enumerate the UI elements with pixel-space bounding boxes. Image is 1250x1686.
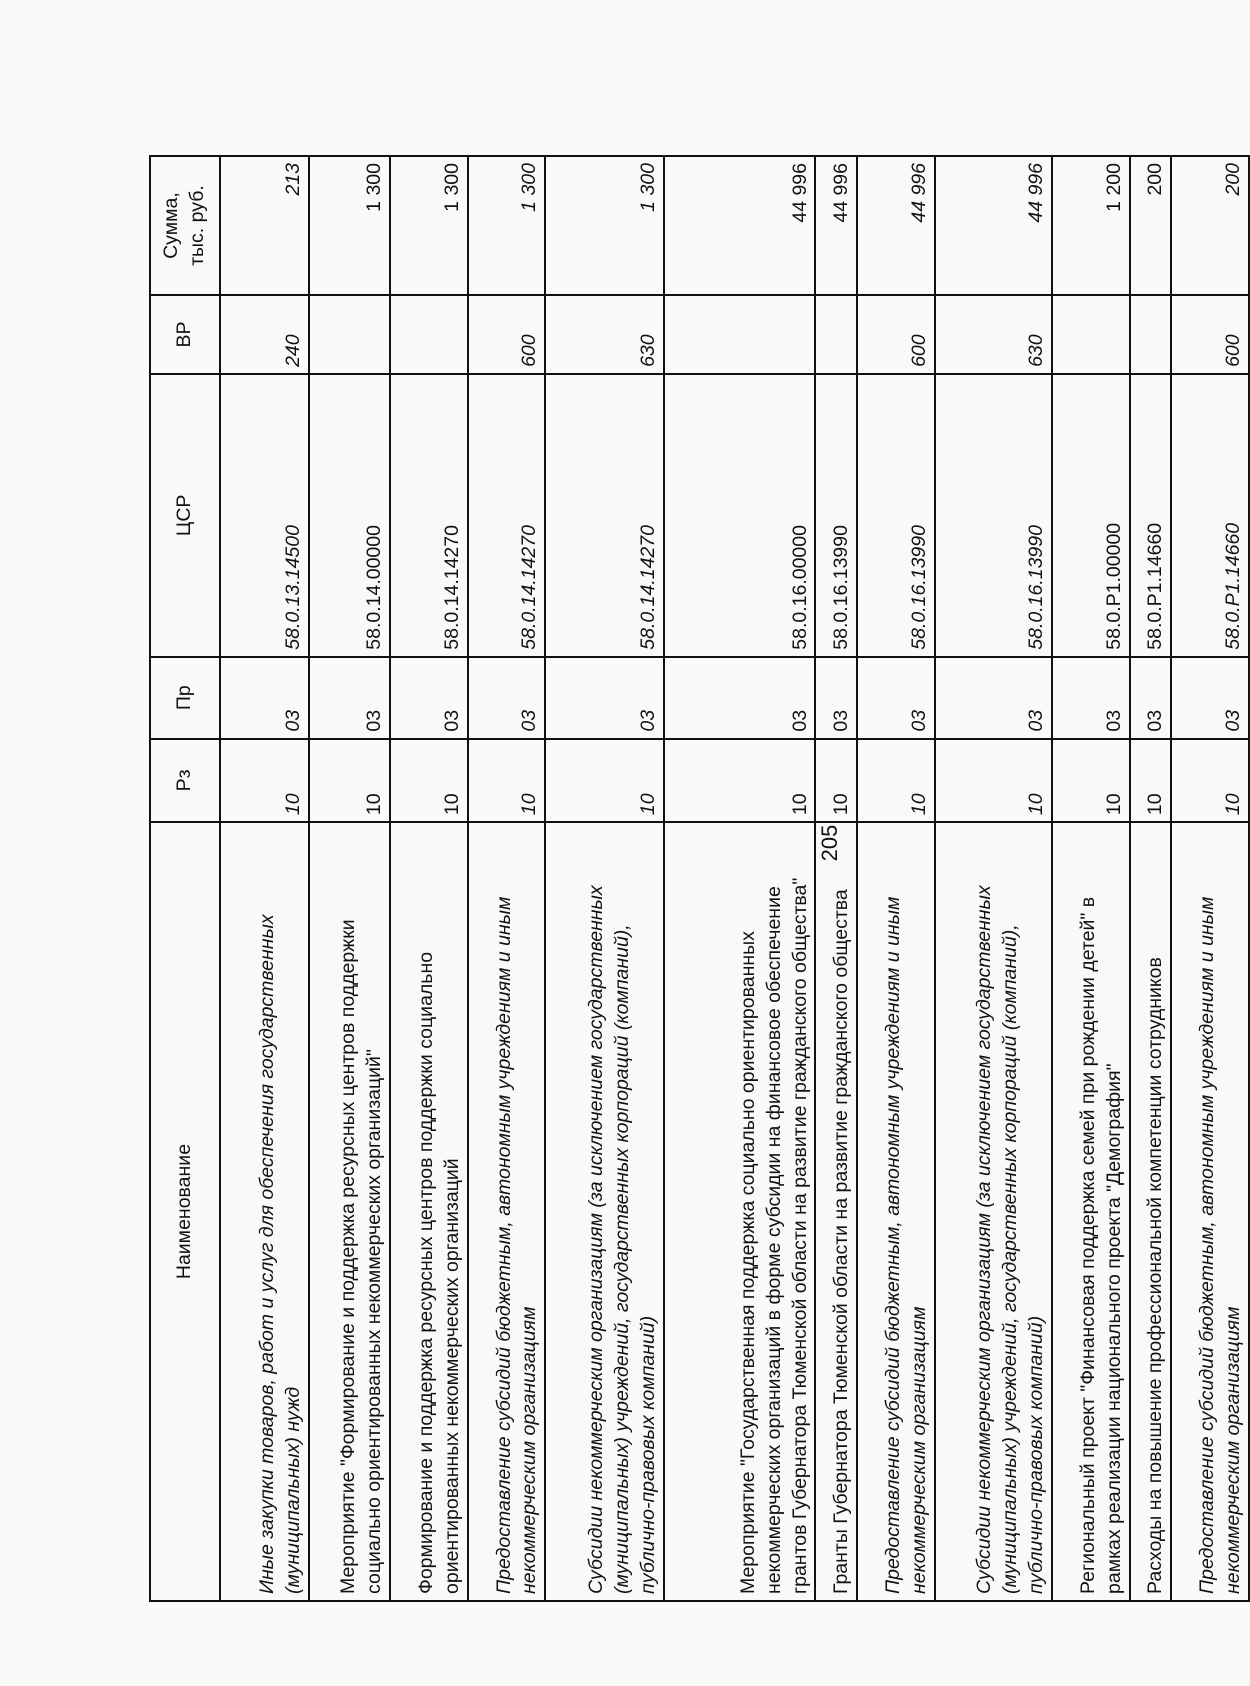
- cell-csr: 58.0.16.13990: [857, 374, 935, 657]
- cell-rz: 10: [1171, 739, 1249, 822]
- cell-csr: 58.0.13.14500: [220, 374, 309, 657]
- cell-rz: 10: [1052, 739, 1130, 822]
- table-row: [545, 156, 663, 1601]
- table-row: [1171, 156, 1249, 1601]
- cell-csr: 58.0.16.13990: [935, 374, 1052, 657]
- cell-sum: 1 300: [309, 156, 390, 295]
- cell-csr: 58.0.14.14270: [545, 374, 663, 657]
- page-number: 205: [817, 824, 842, 862]
- budget-table: [149, 155, 1250, 1602]
- header-csr: ЦСР: [150, 374, 220, 657]
- cell-csr: 58.0.Р1.00000: [1052, 374, 1130, 657]
- cell-pr: 03: [468, 657, 546, 739]
- table-row: [815, 156, 857, 1601]
- cell-pr: 03: [309, 657, 390, 739]
- cell-pr: 03: [390, 657, 468, 739]
- header-name: Наименование: [150, 822, 220, 1601]
- cell-sum: 200: [1130, 156, 1172, 295]
- cell-vr: 630: [935, 295, 1052, 374]
- cell-rz: 10: [309, 739, 390, 822]
- table-row: [857, 156, 935, 1601]
- table-row: [664, 156, 816, 1601]
- cell-vr: 630: [545, 295, 663, 374]
- cell-pr: 03: [545, 657, 663, 739]
- cell-rz: 10: [857, 739, 935, 822]
- cell-sum: 1 200: [1052, 156, 1130, 295]
- cell-csr: 58.0.Р1.14660: [1130, 374, 1172, 657]
- budget-table-rotated: [149, 155, 1250, 1602]
- cell-name: Гранты Губернатора Тюменской области на развитие гражданского общества: [815, 822, 857, 1601]
- cell-sum: 1 300: [545, 156, 663, 295]
- cell-vr: [1130, 295, 1172, 374]
- table-row: [309, 156, 390, 1601]
- cell-name: Региональный проект "Финансовая поддержка семей при рождении детей" в рамках реализации национального проекта "Демография": [1052, 822, 1130, 1601]
- cell-pr: 03: [664, 657, 816, 739]
- cell-vr: 240: [220, 295, 309, 374]
- cell-rz: 10: [815, 739, 857, 822]
- table-row: [468, 156, 546, 1601]
- cell-vr: [664, 295, 816, 374]
- cell-vr: 600: [857, 295, 935, 374]
- cell-name: Формирование и поддержка ресурсных центров поддержки социально ориентированных некоммерческих организаций: [390, 822, 468, 1601]
- header-sum-line2: тыс. руб.: [186, 185, 208, 266]
- cell-rz: 10: [468, 739, 546, 822]
- cell-name: Предоставление субсидий бюджетным, автономным учреждениям и иным некоммерческим организациям: [468, 822, 546, 1601]
- cell-name: Иные закупки товаров, работ и услуг для обеспечения государственных (муниципальных) нужд: [220, 822, 309, 1601]
- cell-pr: 03: [1171, 657, 1249, 739]
- header-vr: ВР: [150, 295, 220, 374]
- cell-name: Расходы на повышение профессиональной компетенции сотрудников: [1130, 822, 1172, 1601]
- cell-csr: 58.0.Р1.14660: [1171, 374, 1249, 657]
- cell-csr: 58.0.14.14270: [468, 374, 546, 657]
- cell-vr: 600: [1171, 295, 1249, 374]
- cell-vr: [815, 295, 857, 374]
- cell-name: Субсидии некоммерческим организациям (за исключением государственных (муниципальных) учреждений, государственных корпораций (компаний), публично-правовых компаний): [935, 822, 1052, 1601]
- cell-pr: 03: [857, 657, 935, 739]
- cell-sum: 44 996: [664, 156, 816, 295]
- cell-pr: 03: [1130, 657, 1172, 739]
- cell-pr: 03: [935, 657, 1052, 739]
- cell-name: Предоставление субсидий бюджетным, автономным учреждениям и иным некоммерческим организациям: [857, 822, 935, 1601]
- cell-name: Мероприятие "Государственная поддержка социально ориентированных некоммерческих организаций в форме субсидии на финансовое обеспечение грантов Губернатора Тюменской области на развитие гражданского общества": [664, 822, 816, 1601]
- cell-sum: 44 996: [857, 156, 935, 295]
- cell-csr: 58.0.16.13990: [815, 374, 857, 657]
- table-row: [390, 156, 468, 1601]
- cell-sum: 1 300: [390, 156, 468, 295]
- header-sum-line1: Сумма,: [160, 192, 183, 259]
- cell-vr: [1052, 295, 1130, 374]
- cell-pr: 03: [1052, 657, 1130, 739]
- table-row: [220, 156, 309, 1601]
- cell-sum: 213: [220, 156, 309, 295]
- table-row: [1052, 156, 1130, 1601]
- cell-name: Субсидии некоммерческим организациям (за исключением государственных (муниципальных) учреждений, государственных корпораций (компаний), публично-правовых компаний): [545, 822, 663, 1601]
- cell-csr: 58.0.14.00000: [309, 374, 390, 657]
- cell-csr: 58.0.14.14270: [390, 374, 468, 657]
- header-sum: [150, 156, 220, 295]
- cell-name: Мероприятие "Формирование и поддержка ресурсных центров поддержки социально ориентированных некоммерческих организаций": [309, 822, 390, 1601]
- cell-rz: 10: [220, 739, 309, 822]
- cell-vr: 600: [468, 295, 546, 374]
- cell-vr: [390, 295, 468, 374]
- table-row: [935, 156, 1052, 1601]
- cell-pr: 03: [815, 657, 857, 739]
- cell-rz: 10: [545, 739, 663, 822]
- cell-rz: 10: [1130, 739, 1172, 822]
- cell-csr: 58.0.16.00000: [664, 374, 816, 657]
- cell-sum: 1 300: [468, 156, 546, 295]
- header-rz: Рз: [150, 739, 220, 822]
- cell-rz: 10: [390, 739, 468, 822]
- cell-vr: [309, 295, 390, 374]
- cell-sum: 44 996: [935, 156, 1052, 295]
- cell-pr: 03: [220, 657, 309, 739]
- table-row: [1130, 156, 1172, 1601]
- cell-rz: 10: [664, 739, 816, 822]
- cell-rz: 10: [935, 739, 1052, 822]
- cell-name: Предоставление субсидий бюджетным, автономным учреждениям и иным некоммерческим организациям: [1171, 822, 1249, 1601]
- header-pr: Пр: [150, 657, 220, 739]
- cell-sum: 200: [1171, 156, 1249, 295]
- cell-sum: 44 996: [815, 156, 857, 295]
- header-row: [150, 156, 220, 1601]
- table-body: [220, 156, 1249, 1601]
